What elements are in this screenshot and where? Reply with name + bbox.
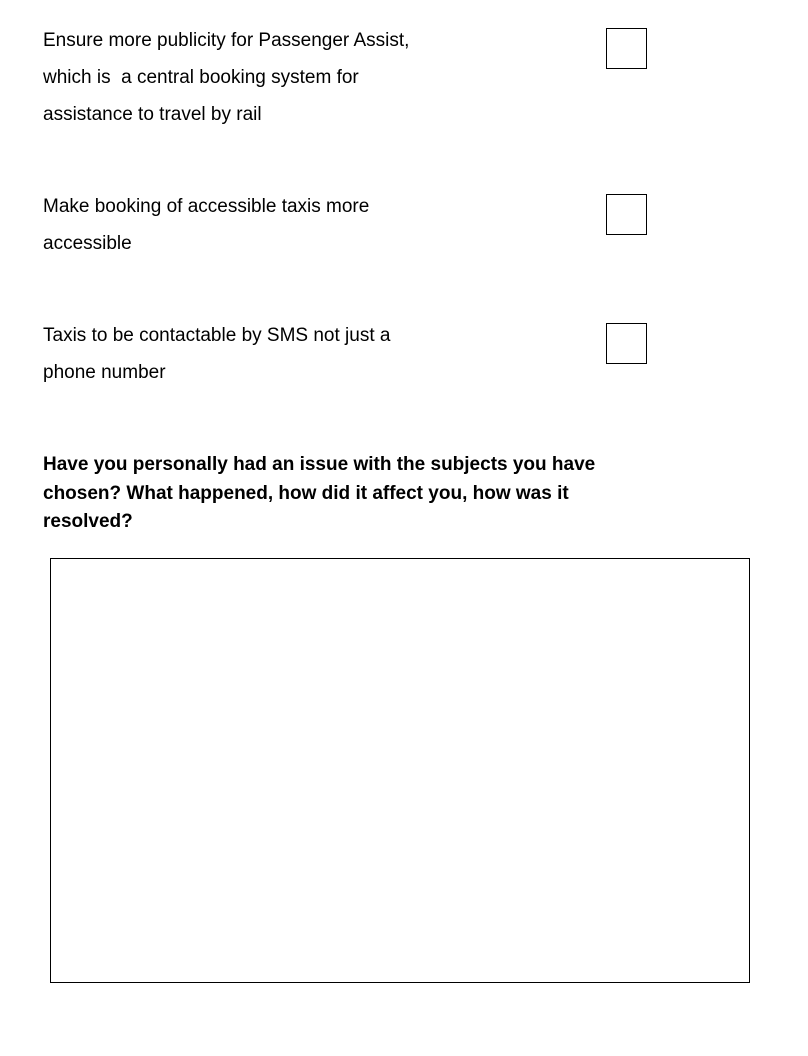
experience-answer-field[interactable]	[50, 558, 750, 983]
option-taxi-sms-label	[43, 317, 503, 391]
experience-question	[43, 451, 693, 537]
option-text-line: phone number	[43, 362, 166, 383]
option-text-line: accessible	[43, 233, 132, 254]
option-passenger-assist-checkbox[interactable]	[606, 28, 647, 69]
option-accessible-taxis-checkbox[interactable]	[606, 194, 647, 235]
question-line: Have you personally had an issue with the subjects you have	[43, 454, 596, 475]
option-text-line: Make booking of accessible taxis more	[43, 196, 370, 217]
option-passenger-assist-label	[43, 22, 503, 133]
question-line: chosen? What happened, how did it affect you, how was it	[43, 482, 569, 504]
option-accessible-taxis-label	[43, 188, 503, 262]
option-text-line: Taxis to be contactable by SMS not just a	[43, 325, 391, 346]
question-line: resolved?	[43, 511, 133, 532]
option-text-line: assistance to travel by rail	[43, 104, 262, 125]
option-taxi-sms-checkbox[interactable]	[606, 323, 647, 364]
option-text-line: Ensure more publicity for Passenger Assist,	[43, 30, 410, 51]
option-text-line: which is a central booking system for	[43, 67, 359, 88]
